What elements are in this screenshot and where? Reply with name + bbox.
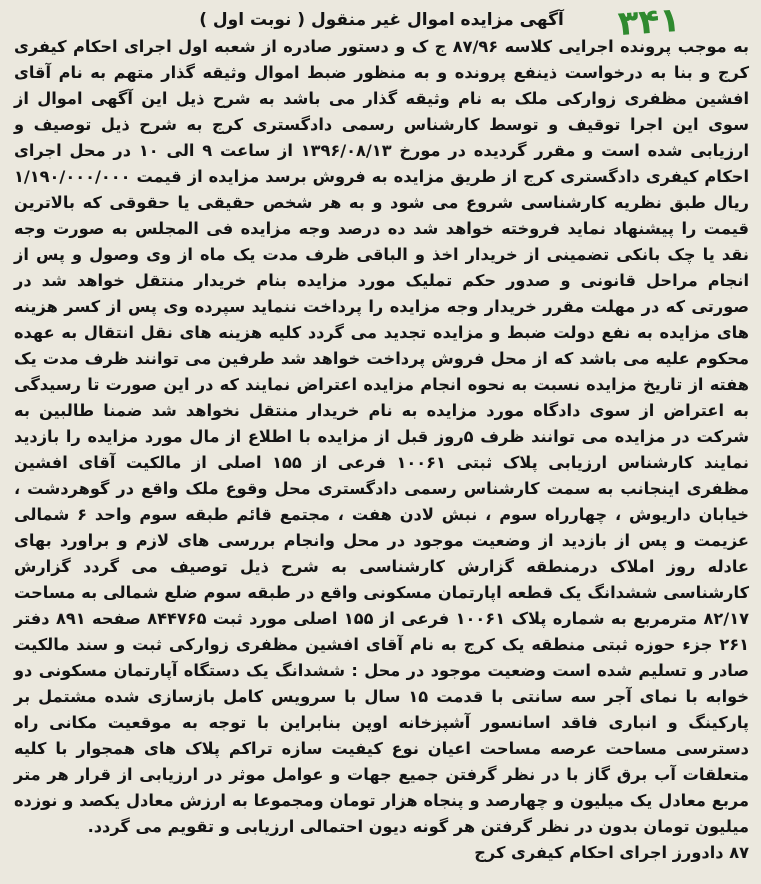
notice-signature: ۸۷ دادورز اجرای احکام کیفری کرج: [474, 843, 749, 862]
notice-title: آگهی مزایده اموال غیر منقول ( نوبت اول ): [199, 10, 564, 30]
handwritten-number-stamp: ۳۴۱: [616, 0, 682, 45]
notice-body: به موجب پرونده اجرایی کلاسه ۸۷/۹۶ ج ک و دستور صادره از شعبه اول اجرای احکام کیفری کرج و بنا به درخواست ذینفع پرونده و به منظور ضبط اموال وثیقه گذار متهم به نام آقای افشین مظفری زوارکی ملک به نام وثیقه گذار می باشد به شرح ذیل این آگهی اموال از سوی این اجرا توقیف و توسط کارشناس رسمی دادگستری کرج به شرح ذیل توصیف و ارزیابی شده است و مقرر گردیده در مورخ ۱۳۹۶/۰۸/۱۳ از ساعت ۹ الی ۱۰ در محل اجرای احکام کیفری دادگستری کرج از طریق مزایده به فروش برسد مزایده از قیمت ۱/۱۹۰/۰۰۰/۰۰۰ ریال طبق نظریه کارشناسی شروع می شود و به هر شخص حقیقی یا حقوقی که بالاترین قیمت را پیشنهاد نماید فروخته خواهد شد ده درصد وجه مزایده فی المجلس به صورت وجه نقد یا چک بانکی تضمینی از خریدار اخذ و الباقی ظرف مدت یک ماه از وی وصول و پس از انجام مراحل قانونی و صدور حکم تملیک مورد مزایده بنام خریدار منتقل خواهد شد در صورتی که در مهلت مقرر خریدار وجه مزایده را پرداخت ننماید سپرده وی پس از کسر هزینه های مزایده به نفع دولت ضبط و مزایده تجدید می گردد کلیه هزینه های نقل انتقال به عهده محکوم علیه می باشد که از محل فروش پرداخت خواهد شد طرفین می توانند ظرف مدت یک هفته از تاریخ مزایده نسبت به نحوه انجام مزایده اعتراض نمایند که در این صورت تا رسیدگی به اعتراض از سوی دادگاه مورد مزایده به نام خریدار منتقل نخواهد شد ضمنا طالبین به شرکت در مزایده می توانند ظرف ۵روز قبل از مزایده با اطلاع از مال مورد مزایده را بازدید نمایند کارشناس ارزیابی پلاک ثبتی ۱۰۰۶۱ فرعی از ۱۵۵ اصلی از مالکیت آقای افشین مظفری اینجانب به سمت کارشناس رسمی دادگستری محل وقوع ملک واقع در گوهردشت ، خیابان داریوش ، چهارراه سوم ، نبش لادن هفت ، مجتمع قائم طبقه سوم واحد ۶ شمالی عزیمت و پس از بازدید از وضعیت موجود در محل وانجام بررسی های لازم و براورد بهای عادله روز املاک درمنطقه گزارش کارشناسی به شرح ذیل توصیف می گردد گزارش کارشناسی ششدانگ یک قطعه اپارتمان مسکونی واقع در طبقه سوم ضلع شمالی به مساحت ۸۲/۱۷ مترمربع به شماره پلاک ۱۰۰۶۱ فرعی از ۱۵۵ اصلی مورد ثبت ۸۴۴۷۶۵ صفحه ۸۹۱ دفتر ۲۶۱ جزء حوزه ثبتی منطقه یک کرج به نام آقای افشین مظفری زوارکی ثبت و سند مالکیت صادر و تسلیم شده است وضعیت موجود در محل : ششدانگ یک دستگاه آپارتمان مسکونی دو خوابه با نمای آجر سه سانتی با قدمت ۱۵ سال با سرویس کامل بازسازی شده مشتمل بر پارکینگ و انباری فاقد اسانسور آشپزخانه اوپن بنابراین با توجه به موقعیت مکانی راه دسترسی مساحت عرصه مساحت اعیان نوع کیفیت سازه تراکم پلاک های همجوار با کلیه متعلقات آب برق گاز با در نظر گرفتن جمیع جهات و عوامل موثر در ارزیابی از قرار هر متر مربع معادل یک میلیون و چهارصد و پنجاه هزار تومان ومجموعا به ارزش معادل یکصد و نوزده میلیون تومان بدون در نظر گرفتن هر گونه دیون احتمالی ارزیابی و تقویم می گردد.: [14, 37, 750, 836]
